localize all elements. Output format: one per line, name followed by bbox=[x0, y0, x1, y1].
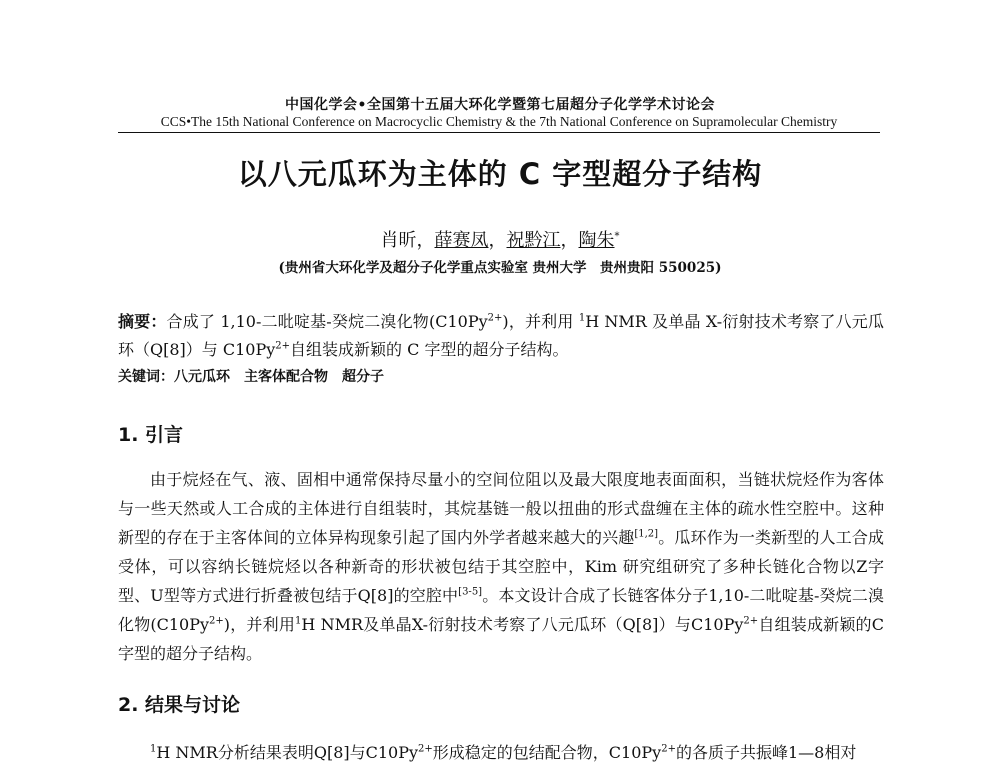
conference-title-cn: 中国化学会•全国第十五届大环化学暨第七届超分子化学学术讨论会 bbox=[285, 97, 715, 113]
paragraph-text: H NMR及单晶X-衍射技术考察了八元瓜环（Q[8]）与C10Py bbox=[301, 615, 744, 634]
abstract-text: 自组装成新颖的 C 字型的超分子结构。 bbox=[290, 340, 569, 359]
author-separator: ， bbox=[488, 230, 507, 251]
paragraph-text: 形成稳定的包结配合物，C10Py bbox=[432, 743, 662, 762]
keywords-label: 关键词： bbox=[118, 369, 174, 385]
section-heading-introduction: 1. 引言 bbox=[118, 424, 184, 446]
affiliation: (贵州省大环化学及超分子化学重点实验室 贵州大学 贵州贵阳 550025) bbox=[278, 260, 722, 276]
abstract-label: 摘要： bbox=[118, 312, 167, 331]
superscript: 2+ bbox=[661, 743, 676, 755]
superscript: 2+ bbox=[209, 615, 224, 627]
author-name: 薛赛凤 bbox=[434, 230, 489, 251]
superscript: 2+ bbox=[275, 340, 291, 352]
superscript: 2+ bbox=[418, 743, 433, 755]
paragraph-text: 。瓜环作为一类新型的人工合成受体，可以容纳长链烷烃以各种新奇的形状被包结于其空腔中，Kim 研究组研究了多种长链化合物以Z字型、U型等方式进行折叠被包结于Q[8]的空腔中 bbox=[118, 528, 884, 605]
paragraph-text: H NMR分析结果表明Q[8]与C10Py bbox=[156, 743, 419, 762]
author-name: 肖昕 bbox=[380, 230, 417, 251]
paragraph-text: 由于烷烃在气、液、固相中通常保持尽量小的空间位阻以及最大限度地表面面积，当链状烷烃作为客体与一些天然或人工合成的主体进行自组装时，其烷基链一般以扭曲的形式盘缠在主体的疏水性空腔中。这种新型的存在于主客体间的立体异构现象引起了国内外学者越来越大的兴趣 bbox=[118, 470, 884, 547]
author-separator: ， bbox=[416, 230, 435, 251]
superscript: 2+ bbox=[743, 615, 759, 627]
superscript: 2+ bbox=[487, 312, 503, 324]
paragraph-text: 的各质子共振峰1—8相对 bbox=[675, 743, 857, 762]
conference-title-en: CCS•The 15th National Conference on Macrocyclic Chemistry & the 7th National Conference on Supramolecular Chemistry bbox=[118, 114, 880, 133]
citation: [1,2] bbox=[634, 528, 659, 540]
author-list bbox=[0, 226, 1000, 252]
superscript: 1 bbox=[150, 743, 157, 755]
keywords-text: 八元瓜环 主客体配合物 超分子 bbox=[174, 369, 384, 385]
corresponding-author-mark: * bbox=[614, 231, 620, 242]
abstract-text: )，并利用 bbox=[502, 312, 579, 331]
keywords bbox=[118, 366, 884, 386]
author-separator: ， bbox=[560, 230, 579, 251]
author-name: 陶朱 bbox=[578, 230, 615, 251]
citation: [3-5] bbox=[458, 586, 483, 598]
abstract bbox=[118, 308, 884, 364]
paragraph-text: )，并利用 bbox=[223, 615, 296, 634]
abstract-text: H NMR 及单晶 X-衍射技术考察了八元瓜环（Q[8]）与 C10Py bbox=[118, 312, 884, 359]
paragraph-text: 。本文设计合成了长链客体分子1,10-二吡啶基-癸烷二溴化物(C10Py bbox=[118, 586, 884, 634]
superscript: 1 bbox=[578, 312, 586, 324]
introduction-paragraph bbox=[118, 465, 884, 668]
abstract-text: 合成了 1,10-二吡啶基-癸烷二溴化物(C10Py bbox=[166, 312, 488, 331]
section-heading-results: 2. 结果与讨论 bbox=[118, 694, 241, 716]
superscript: 1 bbox=[295, 615, 302, 627]
paper-title: 以八元瓜环为主体的 C 字型超分子结构 bbox=[237, 157, 763, 191]
results-paragraph bbox=[118, 738, 884, 767]
paragraph-text: 自组装成新颖的C字型的超分子结构。 bbox=[118, 615, 884, 663]
author-name: 祝黔江 bbox=[506, 230, 561, 251]
